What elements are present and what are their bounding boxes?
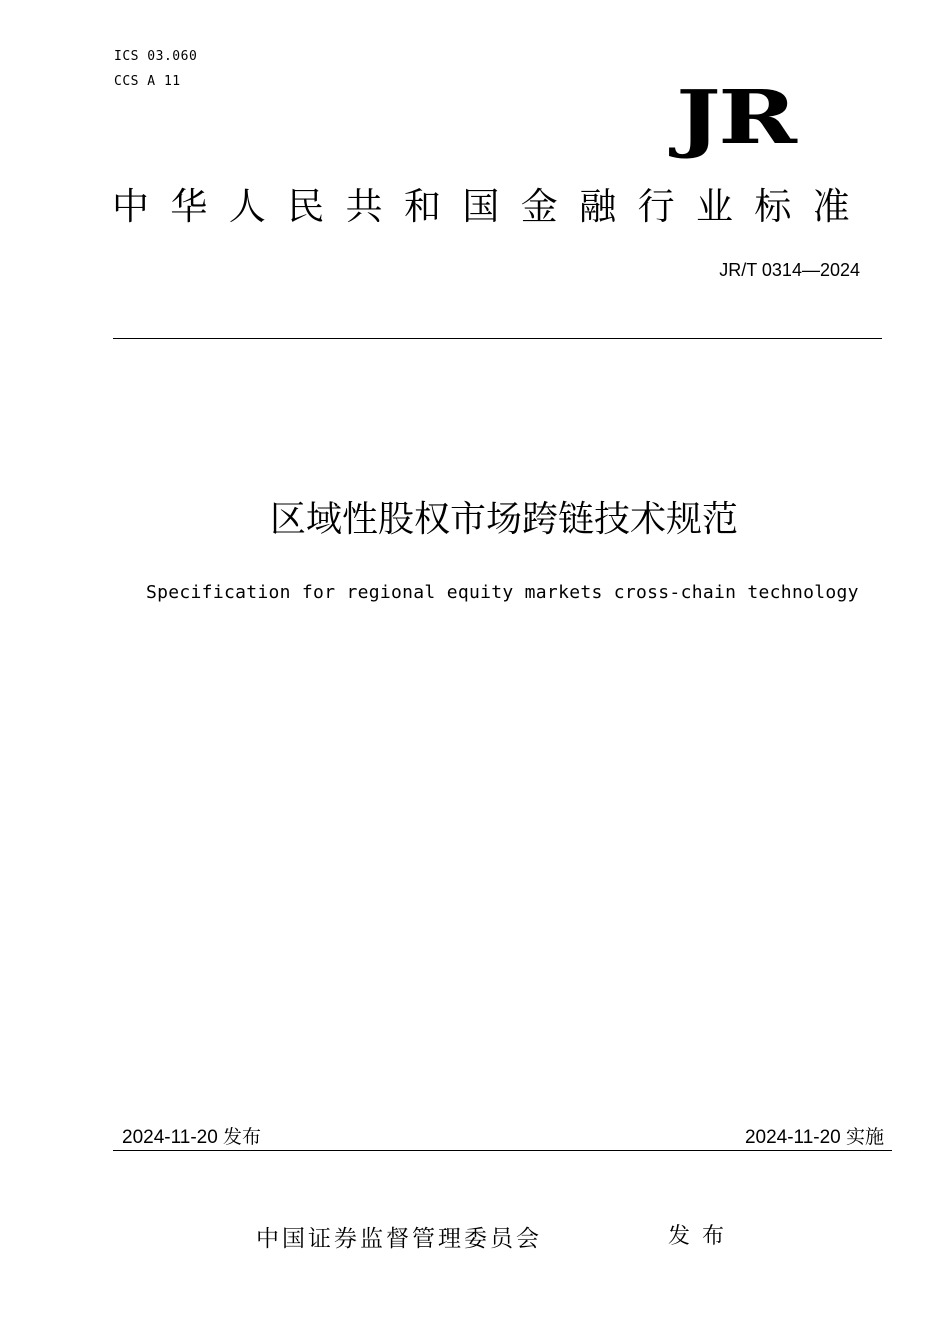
ccs-code: CCS A 11: [114, 74, 181, 89]
document-title-chinese: 区域性股权市场跨链技术规范: [269, 499, 738, 540]
bottom-divider: [113, 1150, 892, 1151]
document-title-english: Specification for regional equity markets cross-chain technology: [146, 582, 859, 603]
standard-type-heading: 中华人民共和国金融行业标准: [112, 185, 872, 228]
issuer-action: 发布: [668, 1224, 737, 1249]
jr-logo: JR: [676, 75, 795, 161]
publish-date: 2024-11-20 发布: [122, 1127, 262, 1148]
issuer-name: 中国证券监督管理委员会: [256, 1226, 542, 1252]
ics-code: ICS 03.060: [114, 49, 198, 64]
standard-code: JR/T 0314—2024: [719, 260, 860, 280]
top-divider: [113, 338, 882, 339]
implement-date: 2024-11-20 实施: [744, 1127, 884, 1148]
